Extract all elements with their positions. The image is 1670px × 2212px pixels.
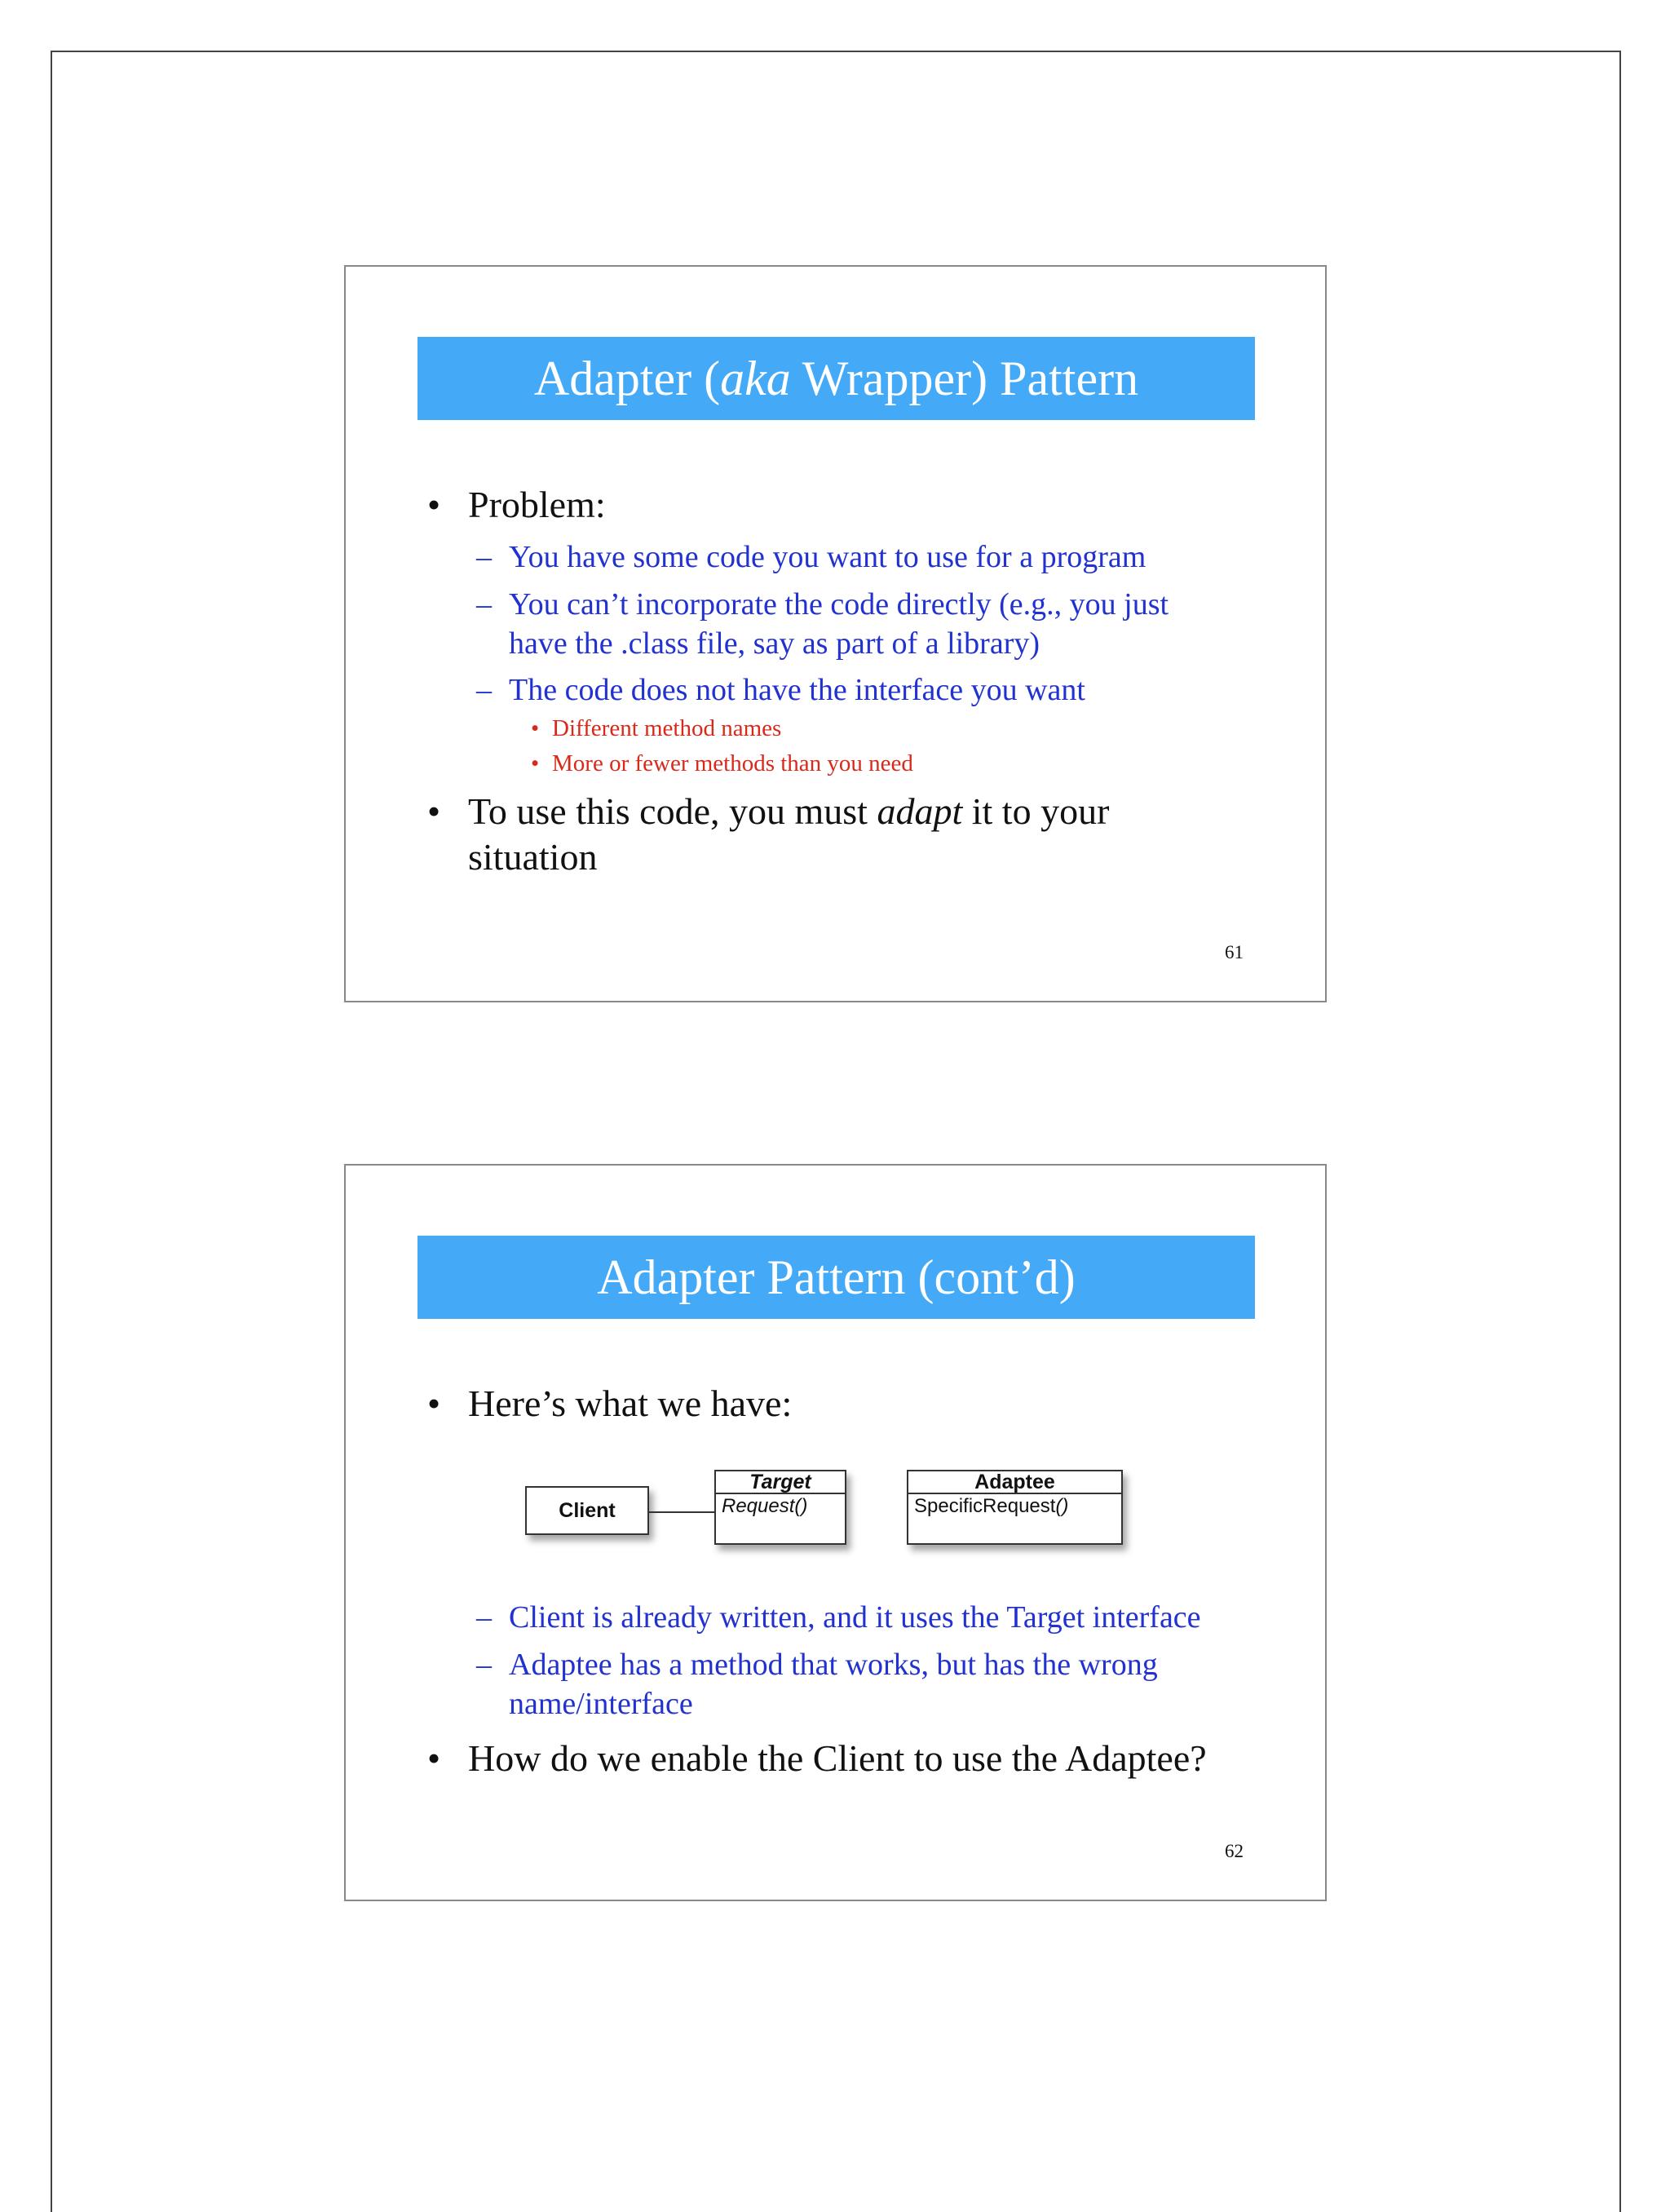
sub-bullet <box>476 1645 1158 1723</box>
dash-mark: – <box>476 673 492 707</box>
bullet-question <box>427 1736 1207 1780</box>
bullet-mark: • <box>427 790 441 832</box>
adaptee-method-name: SpecificRequest <box>914 1495 1056 1517</box>
bullet-mark: • <box>427 1382 441 1424</box>
dash-mark: – <box>476 1648 492 1682</box>
bullet-mark: • <box>531 750 540 776</box>
sub-bullet-line: name/interface <box>509 1687 693 1721</box>
dash-mark: – <box>476 1600 492 1635</box>
sub-bullet-text: The code does not have the interface you want <box>509 673 1085 707</box>
target-box <box>714 1470 846 1545</box>
slide-title <box>418 337 1255 420</box>
sub-bullet-line: Adaptee has a method that works, but has the wrong <box>509 1648 1158 1682</box>
slide-62 <box>344 1164 1327 1901</box>
bullet-text-italic: adapt <box>877 790 963 832</box>
sub-sub-bullet <box>531 715 782 742</box>
client-box <box>525 1486 649 1535</box>
title-text-start: Adapter ( <box>533 352 721 405</box>
sub-bullet <box>476 1598 1201 1637</box>
title-text-italic: aka <box>720 352 791 405</box>
adaptee-method-parens: () <box>1055 1495 1069 1517</box>
dash-mark: – <box>476 587 492 622</box>
bullet-text: Here’s what we have: <box>468 1382 793 1424</box>
sub-bullet-text: You have some code you want to use for a program <box>509 540 1146 574</box>
sub-bullet-line: have the .class file, say as part of a library) <box>509 626 1040 661</box>
page-number: 61 <box>1225 942 1244 962</box>
sub-bullet <box>476 538 1146 577</box>
target-method: Request() <box>722 1495 808 1517</box>
bullet-text: To use this code, you must <box>468 790 877 832</box>
sub-sub-bullet <box>531 750 913 777</box>
bullet-text: it to your <box>962 790 1110 832</box>
bullet-mark: • <box>427 1737 441 1779</box>
sub-bullet-line: You can’t incorporate the code directly (e.g., you just <box>509 587 1169 622</box>
dash-mark: – <box>476 540 492 574</box>
sub-sub-bullet-text: More or fewer methods than you need <box>552 750 913 776</box>
bullet-problem <box>427 483 606 526</box>
slide-61 <box>344 265 1327 1002</box>
bullet-mark: • <box>531 715 540 741</box>
bullet-what-we-have <box>427 1382 793 1425</box>
bullet-mark: • <box>427 484 441 525</box>
client-label: Client <box>559 1499 616 1522</box>
bullet-text: Problem: <box>468 484 606 525</box>
sub-bullet <box>476 585 1169 663</box>
page-number: 62 <box>1225 1841 1244 1861</box>
bullet-text-line2: situation <box>468 836 598 878</box>
title-text-end: Wrapper) Pattern <box>790 352 1139 405</box>
slide-title: Adapter Pattern (cont’d) <box>418 1236 1255 1319</box>
sub-bullet <box>476 670 1085 710</box>
sub-sub-bullet-text: Different method names <box>552 715 782 741</box>
bullet-adapt <box>427 789 1110 880</box>
bullet-text: How do we enable the Client to use the Adaptee? <box>468 1737 1207 1779</box>
adaptee-method <box>908 1494 1121 1519</box>
sub-bullet-text: Client is already written, and it uses the Target interface <box>509 1600 1201 1635</box>
adaptee-box <box>907 1470 1123 1545</box>
adaptee-class-name: Adaptee <box>908 1471 1121 1494</box>
target-class-name: Target <box>716 1471 845 1494</box>
